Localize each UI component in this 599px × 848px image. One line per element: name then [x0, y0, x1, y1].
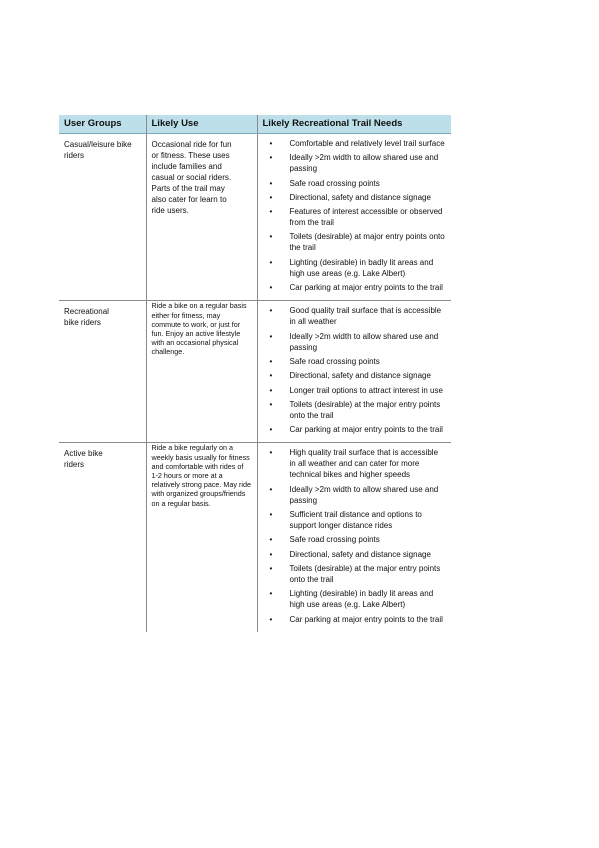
user-group-cell [59, 301, 146, 443]
table-row [59, 443, 451, 632]
table-row [59, 301, 451, 443]
bullet-icon: • [269, 192, 273, 202]
list-item: • Comfortable and relatively level trail surface [269, 139, 445, 148]
likely-use-text: Ride a bike regularly on a weekly basis usually for fitness and comfortable with rides of 1-2 hours or more at a relatively strong pace. May ride with organized groups/friends on a regular basis. [151, 443, 251, 508]
bullet-icon: • [269, 232, 273, 242]
likely-use-cell [146, 134, 257, 301]
list-item: • Ideally >2m width to allow shared use and passing [269, 331, 439, 352]
likely-use-cell [146, 301, 257, 443]
needs-list [263, 305, 447, 435]
bullet-icon: • [269, 549, 273, 559]
bullet-icon: • [269, 385, 273, 395]
list-item: • Good quality trail surface that is accessible in all weather [269, 306, 442, 327]
list-item: • Longer trail options to attract interest in use [269, 385, 443, 395]
bullet-icon: • [269, 371, 273, 381]
bullet-icon: • [269, 207, 273, 217]
list-item: • Safe road crossing points [269, 178, 380, 188]
list-item: • Features of interest accessible or observed from the trail [269, 207, 443, 228]
likely-use-cell [146, 443, 257, 632]
list-item: • Lighting (desirable) in badly lit areas and high use areas (e.g. Lake Albert) [269, 589, 434, 610]
list-item: • Sufficient trail distance and options to support longer distance rides [269, 510, 422, 531]
bullet-icon: • [269, 425, 273, 435]
needs-list [263, 447, 447, 624]
list-item: • High quality trail surface that is accessible in all weather and can cater for more technical bikes and higher speeds [269, 448, 439, 480]
bullet-icon: • [269, 257, 273, 267]
list-item: • Directional, safety and distance signage [269, 371, 431, 381]
bullet-icon: • [269, 306, 273, 316]
trail-needs-cell [257, 301, 451, 443]
list-item: • Directional, safety and distance signage [269, 549, 431, 559]
bullet-icon: • [269, 484, 273, 494]
list-item: • Car parking at major entry points to the trail [269, 614, 443, 624]
list-item: • Toilets (desirable) at major entry points onto the trail [269, 232, 445, 253]
trail-needs-cell [257, 443, 451, 632]
bullet-icon: • [269, 589, 273, 599]
user-group-text: Recreational bike riders [64, 307, 109, 328]
bullet-icon: • [269, 283, 273, 293]
bullet-icon: • [269, 331, 273, 341]
bullet-icon: • [269, 399, 273, 409]
list-item: • Car parking at major entry points to the trail [269, 283, 443, 293]
user-group-text: Casual/leisure bike riders [64, 140, 132, 160]
bullet-icon: • [269, 153, 273, 163]
list-item: • Toilets (desirable) at the major entry points onto the trail [269, 399, 441, 420]
bullet-icon: • [269, 614, 273, 624]
bullet-icon: • [269, 178, 273, 188]
table-header-row [59, 115, 451, 134]
list-item: • Toilets (desirable) at the major entry points onto the trail [269, 563, 441, 584]
list-item: • Ideally >2m width to allow shared use and passing [269, 153, 439, 174]
trail-needs-table [59, 115, 451, 632]
bullet-icon: • [269, 563, 273, 573]
header-likely-use: Likely Use [146, 115, 257, 134]
list-item: • Lighting (desirable) in badly lit areas and high use areas (e.g. Lake Albert) [269, 257, 434, 278]
bullet-icon: • [269, 448, 273, 458]
user-group-cell [59, 443, 146, 632]
user-group-text: Active bike riders [64, 449, 103, 470]
bullet-icon: • [269, 139, 273, 148]
list-item: • Safe road crossing points [269, 535, 380, 545]
trail-needs-cell [257, 134, 451, 301]
header-trail-needs: Likely Recreational Trail Needs [257, 115, 451, 134]
likely-use-text: Ride a bike on a regular basis either for fitness, may commute to work, or just for fun. Enjoy an active lifestyle with an occasional physical challenge. [151, 301, 247, 357]
likely-use-text: Occasional ride for fun or fitness. These uses include families and casual or social riders. Parts of the trail may also cater for learn to ride users. [151, 140, 232, 215]
list-item: • Car parking at major entry points to the trail [269, 425, 443, 435]
list-item: • Safe road crossing points [269, 356, 380, 366]
table-row [59, 134, 451, 301]
user-group-cell [59, 134, 146, 301]
list-item: • Ideally >2m width to allow shared use and passing [269, 484, 439, 505]
bullet-icon: • [269, 510, 273, 520]
bullet-icon: • [269, 356, 273, 366]
header-user-groups: User Groups [59, 115, 146, 134]
list-item: • Directional, safety and distance signage [269, 192, 431, 202]
needs-list [263, 138, 447, 293]
bullet-icon: • [269, 535, 273, 545]
